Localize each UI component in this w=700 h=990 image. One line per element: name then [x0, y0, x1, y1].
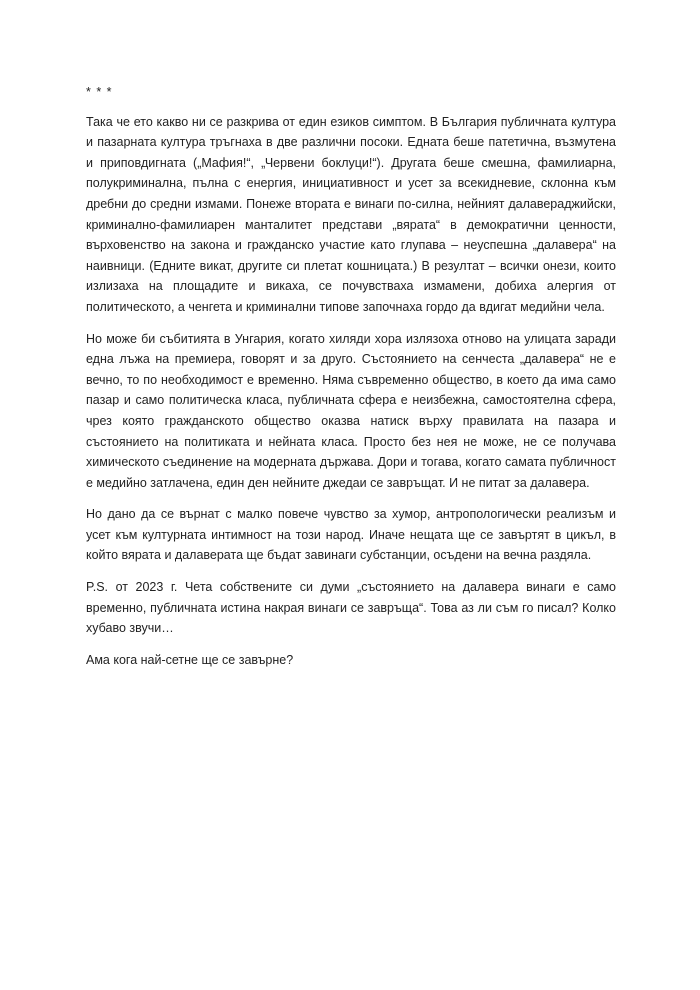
paragraph-closing: Ама кога най-сетне ще се завърне?: [86, 652, 294, 667]
section-separator: * * *: [86, 85, 113, 99]
paragraph-1: Така че ето какво ни се разкрива от един езиков симптом. В България публичната култура и пазарната култура тръгнаха в две различни посоки. Едната беше патетична, възмутена и приповдигната („Мафия!“, „Червени боклуци!“). Другата беше смешна, фамилиарна, полукриминална, пълна с енергия, инициативност и усет за всекидневие, склонна към дребни до средни измами. Понеже втората е винаги по-силна, нейният далавераджийски, криминално-фамилиарен манталитет представи „вярата“ в демократични ценности, върховенство на закона и гражданско участие като глупава – неуспешна „далавера“ на наивници. (Едните викат, другите си плетат кошницата.) В резултат – всички онези, които излизаха на площадите и викаха, се почувстваха измамени, добиха алергия от политическото, а ченгета и криминални типове започнаха гордо да вдигат медийни чела.: [86, 114, 616, 314]
document-body: [86, 82, 616, 681]
paragraph-3: Но дано да се върнат с малко повече чувство за хумор, антропологически реализъм и усет към културната интимност на този народ. Иначе нещата ще се завъртят в цикъл, в който вярата и далаверата ще бъдат завинаги субстанции, осъдени на вечна раздяла.: [86, 507, 616, 563]
paragraph-postscript: P.S. от 2023 г. Чета собствените си думи „състоянието на далавера винаги е само временно, публичната истина накрая винаги се завръща“. Това аз ли съм го писал? Колко хубаво звучи…: [86, 580, 616, 636]
paragraph-2: Но може би събитията в Унгария, когато хиляди хора излязоха отново на улицата заради една лъжа на премиера, говорят и за друго. Състоянието на сенчеста „далавера“ не е вечно, то по необходимост е временно. Няма съвременно общество, в което да има само пазар и само политическа класа, публичната сфера е неизбежна, самостоятелна сфера, чрез която гражданското общество оказва натиск върху правилата на пазара и състоянието на политиката и нейната класа. Просто без нея не може, не се получава химическото съединение на модерната държава. Дори и тогава, когато самата публичност е медийно затлачена, един ден нейните джедаи се завръщат. И не питат за далавера.: [86, 331, 616, 490]
